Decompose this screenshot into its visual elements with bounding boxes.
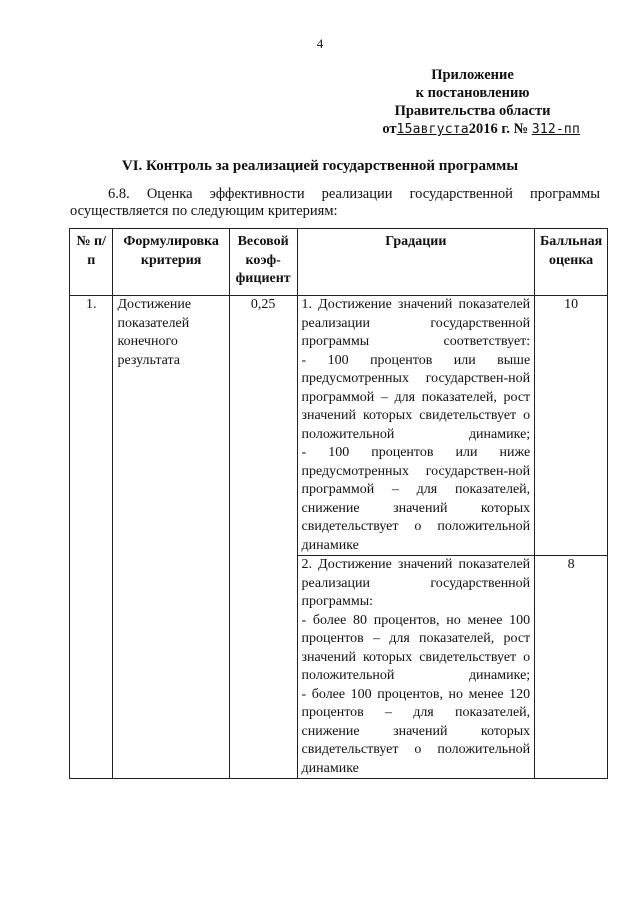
cell-gradation: 1. Достижение значений показателей реализации государственной программы соответствует: - 100 процентов или выше предусмотренных государствен-ной программой – для показателей, рост значений которых свидетельствует о положительной динамике; - 100 процентов или ниже предусмотренных государствен-ной программой – для показателей, снижение значений которых свидетельствует о положительной динамике	[297, 296, 535, 556]
date-prefix: от	[382, 121, 397, 137]
date-handwritten: 15августа	[396, 122, 469, 137]
header-gradations: Градации	[297, 229, 535, 296]
cell-score: 8	[535, 556, 608, 779]
header-criterion: Формулировка критерия	[113, 229, 229, 296]
cell-criterion: Достижение показателей конечного результата	[113, 296, 229, 779]
appendix-ref: к постановлению	[415, 85, 530, 101]
appendix-date-line	[365, 120, 580, 139]
table-row	[70, 296, 608, 556]
cell-num: 1.	[70, 296, 113, 779]
appendix-authority: Правительства области	[394, 103, 551, 119]
appendix-title: Приложение	[431, 67, 514, 83]
header-weight: Весовой коэф-фициент	[229, 229, 297, 296]
header-score: Балльная оценка	[535, 229, 608, 296]
appendix-block	[365, 66, 580, 139]
date-year: 2016 г. №	[468, 121, 529, 137]
decree-number: 312-пп	[531, 122, 580, 137]
cell-score: 10	[535, 296, 608, 556]
criteria-table	[69, 228, 608, 779]
section-title: VI. Контроль за реализацией государственной программы	[121, 158, 519, 174]
cell-weight: 0,25	[229, 296, 297, 779]
header-num: № п/п	[70, 229, 113, 296]
table-header-row	[70, 229, 608, 296]
page-number: 4	[316, 36, 324, 51]
intro-paragraph: 6.8. Оценка эффективности реализации государственной программы осуществляется по следующим критериям:	[70, 186, 600, 219]
cell-gradation: 2. Достижение значений показателей реализации государственной программы: - более 80 процентов, но менее 100 процентов – для показателей, рост значений которых свидетельствует о положительной динамике; - более 100 процентов, но менее 120 процентов – для показателей, снижение значений которых свидетельствует о положительной динамике	[297, 556, 535, 779]
